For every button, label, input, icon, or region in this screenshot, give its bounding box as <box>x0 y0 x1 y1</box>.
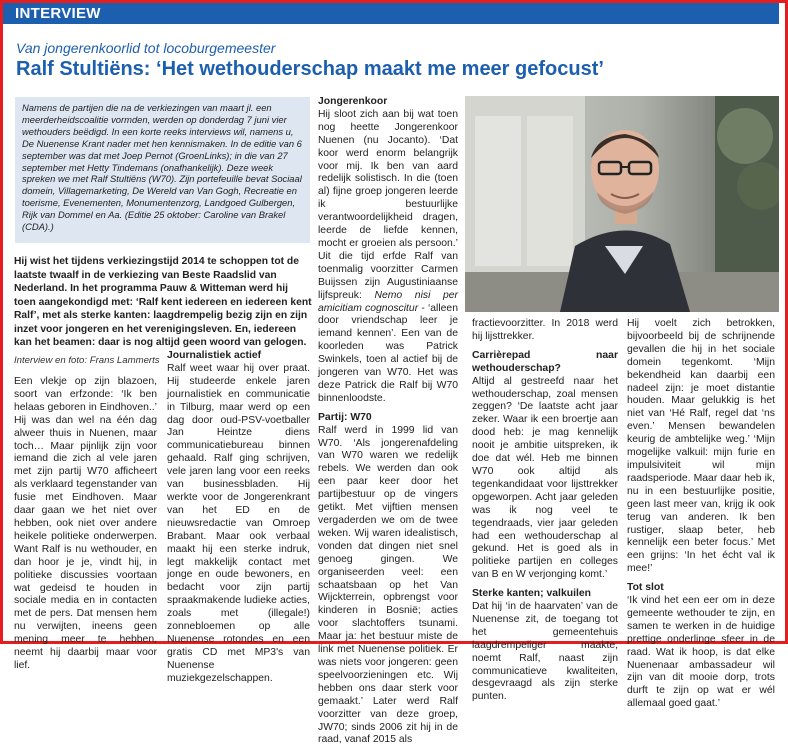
column-4a-text: fractievoorzitter. In 2018 werd hij lijsttrekker. <box>472 318 618 342</box>
column-1-text: Een vlekje op zijn blazoen, soort van erfzonde: ‘Ik ben helaas geboren in Eindhoven..’ Hij was dan wel na één dag alweer thuis in Nuenen, maar toch… Maar pijnlijk zijn voor iemand die zich al vele jaren met zijn partij W70 afficheert als verklaard tegenstander van fusie met Eindhoven. Maar daar gaan we het niet over hebben, ook niet over andere heikele politieke onderwerpen. Want Ralf is nu wethouder, en dan hoor je je, vindt hij, in politieke discussies voortaan wat gedeisd te houden in sociale media en in contacten met de pers. Dat mensen hem nu verwijten, ineens geen mening meer te hebben, neemt hij daarbij maar voor lief. <box>14 376 157 671</box>
section-label: INTERVIEW <box>15 5 101 22</box>
lead-paragraph: Hij wist het tijdens verkiezingstijd 2014 te schoppen tot de laatste twaalf in de verkiezing van Beste Raadslid van Nederland. In het programma Pauw & Witteman werd hij toen aangekondigd met: ‘Ralf kent iedereen en iedereen kent Ralf’, met als sterke kanten: laagdrempelig bezig zijn en zijn inzet voor jongeren en het verenigingsleven. En, iedereen kan het beamen: daar is nog altijd geen woord van gelogen. <box>14 256 312 348</box>
kicker: Van jongerenkoorlid tot locoburgemeester <box>16 40 276 56</box>
latin-quote: Nemo nisi per amicitiam cognoscitur <box>318 289 458 314</box>
heading-carriere: Carrièrepad naar wethouderschap? <box>472 349 618 374</box>
column-3 <box>318 96 458 747</box>
column-5b-text: ‘Ik vind het een eer om in deze gemeente wethouder te zijn, en samen te werken in de huidige prettige onderlinge sfeer in de raad. Wat ik hoop, is dat elke Nuenenaar ambassadeur wil zijn van dit mooie dorp, trots durft te zijn op wat er wél allemaal goed gaat.’ <box>627 595 775 710</box>
column-5 <box>627 318 775 711</box>
heading-tot-slot: Tot slot <box>627 582 664 594</box>
section-banner <box>3 3 779 24</box>
column-4c-text: Dat hij ‘in de haarvaten’ van de Nuenense zit, de toegang tot het gemeentehuis laagdrempeliger maakte, noemt Ralf, naast zijn communicatieve kwaliteiten, desgevraagd als zijn sterke punten. <box>472 601 618 703</box>
column-4 <box>472 318 618 704</box>
heading-journalistiek: Journalistiek actief <box>167 350 262 361</box>
headline: Ralf Stultiëns: ‘Het wethouderschap maakt me meer gefocust’ <box>16 58 604 80</box>
column-2-text: Ralf weet waar hij over praat. Hij studeerde enkele jaren journalistiek en communicatie in Tilburg, maar werd op een dag door oud-PSV-voetballer Jan Heintze diens communicatiebureau binnen gehaald. Ralf ging schrijven, vele jaren lang voor een reeks van businessbladen. Hij werkte voor de Jongerenkrant van het ED en de nieuwsredactie van Omroep Brabant. Maar ook verbaal maakt hij een sterke indruk, legt makkelijk contact met jonge en oude bewoners, en bedacht voor zijn partij spraakmakende ludieke acties, zoals met (illegale!) zonnebloemen op alle Nuenense rotondes en een gratis CD met MP3's van Nuenense muziekgezelschappen. <box>167 362 310 684</box>
column-3b-text: Ralf werd in 1999 lid van W70. ‘Als jongerenafdeling van W70 waren we redelijk rebels. We werden dan ook een paar keer door het partijbestuur op de vingers getikt. Met vijftien mensen vergaderden we om de twee weken. Wij waren idealistisch, vonden dat dingen niet snel genoeg gingen. We organiseerden veel: een schaatsbaan op het Van Wijckterrein, opbrengst voor kinderen in Bosnië; acties voor slachtoffers tsunami. Maar ja: het bestuur miste de link met Nuenense politiek. Er was niets voor jongeren: geen speelvoorzieningen etc. Wij hebben ons daar sterk voor gemaakt.’ Later werd Ralf voorzitter van deze groep, JW70; sinds 2006 zit hij in de raad, vanaf 2015 als <box>318 424 458 746</box>
column-3a-text <box>318 109 458 406</box>
column-5a-text: Hij voelt zich betrokken, bijvoorbeeld bij de schrijnende gevallen die hij in het sociale domein tegenkomt. ‘Mijn bekendheid kan daarbij een nadeel zijn: je moet distantie houden. Maar gelukkig is het niet van ‘Hé Ralf, regel dat ‘ns even.’ Mensen bewandelen keurig de ambtelijke weg.’ ‘Mijn mogelijke valkuil: mijn furie en impulsiviteit wil mijn raadsperiode. Maar daar heb ik, nu in een bestuurlijke positie, geen last meer van, krijg ik ook terug van anderen. Ik ben rustiger, slaap beter, heb kennelijk een beter focus.’ Met een grijns: ‘In het écht val ik mee!’ <box>627 318 775 575</box>
heading-sterke-kanten: Sterke kanten; valkuilen <box>472 588 591 600</box>
portrait-illustration <box>465 96 779 312</box>
portrait-photo <box>465 96 779 312</box>
column-3a-body: Hij sloot zich aan bij wat toen nog heette Jongerenkoor Nuenen (nu Jocanto). ‘Dat koor werd enorm belangrijk voor mij. Ik ben van aard redelijk solistisch. In die (toen al) fijne groep jongeren leerde ik bestuurlijke verantwoordelijkheid dragen, leerde de liefde kennen, mocht er groeien als persoon.’ Uit die tijd erfde Ralf van toenmalig voorzitter Carmen Buijssen zijn Augustiniaanse lijfspreuk: <box>318 108 458 301</box>
intro-box: Namens de partijen die na de verkiezingen van maart jl. een meerderheidscoalitie vormden, werden op donderdag 7 juni vier wethouders beëdigd. In een korte reeks interviews wil, namens u, De Nuenense Krant nader met hen kennismaken. In de editie van 6 september was dat met Joep Pernot (GroenLinks); in die van 27 september met Hetty Tindemans (onafhankelijk). Deze week spreken we met Ralf Stultiëns (W70). Zijn portefeuille bevat Sociaal domein, Villagemarketing, De Wereld van Van Gogh, Recreatie en toerisme, Evenementen, Monumentenzorg, Landgoed Gulbergen, Rijk van Dommel en Aa. (Editie 25 oktober: Caroline van Brakel (CDA).) <box>15 97 310 243</box>
column-1 <box>14 376 157 673</box>
heading-jongerenkoor: Jongerenkoor <box>318 96 388 107</box>
column-4b-text: Altijd al gestreefd naar het wethouderschap, zoal mensen zeggen? ‘De laatste acht jaar zeker. Waar ik een broertje aan dood heb: je mag kennelijk nooit je ambitie uitspreken, ik doe dat wél. Heb me binnen W70 ook altijd als tegenkandidaat voor lijsttrekker opgeworpen. Acht jaar geleden was ik nog veel te tegendraads, vier jaar geleden had een wethouderschap al gekund. Het is goed als in politieke partijen en colleges van B en W verjonging komt.’ <box>472 375 618 581</box>
heading-partij: Partij: W70 <box>318 411 372 423</box>
byline: Interview en foto: Frans Lammerts <box>14 355 160 366</box>
column-3a-end: - ‘alleen door vriendschap leer je iemand kennen’. Een van de koorleden was Patrick Swinkels, toen al actief bij de jongeren van W70. Het was deze Patrick die Ralf bij W70 binnenloodste. <box>318 302 458 404</box>
column-2 <box>167 350 310 686</box>
